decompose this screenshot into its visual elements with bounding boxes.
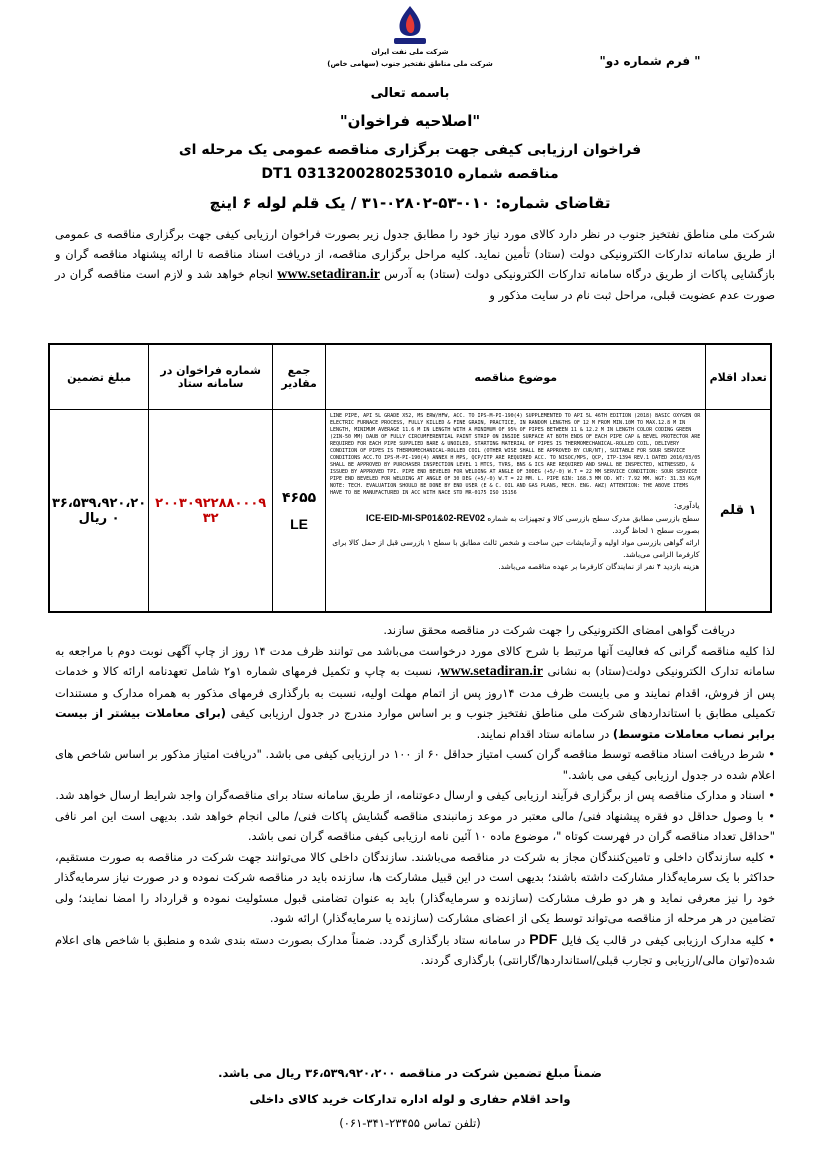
col-items: تعداد اقلام — [706, 344, 771, 410]
col-total: جمع مقادیر — [273, 344, 326, 410]
request-number: تقاضای شماره: ۰۱۰-۵۳-۰۲۸۰۲-۳۱ / یک قلم لوله ۶ اینچ — [209, 194, 611, 212]
body-p2b: ، نسبت به چاپ و تکمیل فرمهای شماره ۱و۲ شامل تعهدنامه ارائه کالا و خدمات پس از فروش، اقدام نمایند و می بایست ظرف مدت ۱۴روز پس از اتمام مهلت اولیه، نسبت به بارگذاری فرمهای مذکور به همراه مدارک و مستندات تکمیلی مطابق با استانداردهای شرکت ملی مناطق نفتخیز جنوب و بر اساس موارد مندرج در جدول ارزیابی کیفی — [55, 664, 775, 720]
bullet-3: • با وصول حداقل دو فقره پیشنهاد فنی/ مالی معتبر در موعد زمانبندی مناقصه گشایش پاکات فنی/ مالی انجام خواهد شد. بدیهی است این امر نافی "حداقل تعداد مناقصه گران در فهرست کوتاه "، موضوع ماده ۱۰ آئین نامه ارزیابی کیفی مناقصه گران نمی باشد. — [55, 808, 775, 843]
bullet-1: • شرط دریافت اسناد مناقصه توسط مناقصه گران کسب امتیاز حداقل ۶۰ از ۱۰۰ در ارزیابی کیفی می باشد. "دریافت امتیاز مذکور بر اساس شاخص های اعلام شده در جدول ارزیابی کیفی می باشد." — [55, 747, 775, 782]
bullet-5a: • کلیه مدارک ارزیابی کیفی در قالب یک فایل — [557, 932, 776, 947]
cell-items: ۱ قلم — [706, 410, 771, 613]
intro-paragraph — [55, 224, 775, 305]
cell-subject — [325, 410, 705, 613]
guarantee-note: ضمناً مبلغ تضمین شرکت در مناقصه ۳۶،۵۳۹،۹۲۰،۲۰۰ ریال می باشد. — [218, 1066, 602, 1080]
guarantee-amount: ۳۶،۵۳۹،۹۲۰،۲۰ — [52, 495, 147, 511]
unit-name: واحد اقلام حفاری و لوله اداره تدارکات خرید کالای داخلی — [249, 1092, 571, 1106]
pdf-label: PDF — [529, 930, 558, 947]
guarantee-unit: ۰ ریال — [78, 510, 120, 526]
setad-link-2[interactable]: www.setadiran.ir — [440, 664, 543, 679]
org-name-line1: شرکت ملی نفت ایران — [371, 48, 449, 56]
bullet-2: • اسناد و مدارک مناقصه پس از برگزاری فرآیند ارزیابی کیفی و ارسال دعوتنامه، از طریق سامانه ستاد برای مناقصه‌گران واجد شرایط ارسال خواهد شد. — [55, 788, 775, 802]
total-qty: ۴۶۵۵ — [281, 489, 317, 506]
setad-link[interactable]: www.setadiran.ir — [277, 267, 380, 282]
table-row — [49, 410, 771, 613]
body-p2-bold: (برای معاملات بیشتر از بیست برابر نصاب معاملات متوسط) — [55, 706, 775, 741]
body-p2 — [55, 641, 775, 745]
body-p2c: در سامانه ستاد اقدام نمایند. — [476, 726, 613, 741]
bullet-4: • کلیه سازندگان داخلی و تامین‌کنندگان مجاز به شرکت در مناقصه می‌باشند. سازندگان داخلی کالا می‌توانند جهت شرکت در مناقصه به صورت مستقیم، حداکثر با یک سرمایه‌گذار مشارکت داشته باشند؛ بدیهی است در این قبیل مشارکت ها، سازنده باید در مناقصه شرکت نموده و در صورت نیاز سرمایه‌گذار خود را نیز معرفی نماید و هر دو طرف مشارکت (سازنده و سرمایه‌گذار) باید به عنوان تضامنی قبول مسئولیت نموده و قرارداد را امضا نمایند؛ ولی تضامین در هر مرحله از مناقصه می‌تواند توسط یکی از اعضای مشارکت (سازنده یا سرمایه‌گذار) ارائه شود. — [55, 849, 775, 925]
intro-text: شرکت ملی مناطق نفتخیز جنوب در نظر دارد کالای مورد نیاز خود را مطابق جدول زیر بصورت فراخوان ارزیابی کیفی جهت برگزاری مناقصه ی عمومی از طریق سامانه تدارکات الکترونیکی دولت (ستاد) تأمین نماید. کلیه مراحل برگزاری مناقصه، از دریافت اسناد مناقصه تا ارائه پیشنهاد مناقصه گران و بازگشایی پاکات از طریق درگاه سامانه تدارکات الکترونیکی دولت (ستاد) به آدرس — [55, 227, 775, 281]
body-p2a: لذا کلیه مناقصه گرانی که فعالیت آنها مرتبط با شرح کالای مورد درخواست می‌باشد می توانند ظرف مدت ۱۴ روز از چاپ آگهی نوبت دوم با مراجعه به سامانه تدارک الکترونیکی دولت(ستاد) به نشانی — [55, 643, 775, 678]
main-title: فراخوان ارزیابی کیفی جهت برگزاری مناقصه عمومی یک مرحله ای — [178, 142, 642, 158]
note-line1 — [326, 512, 699, 525]
col-guarantee: مبلغ تضمین — [49, 344, 149, 410]
tender-number: مناقصه شماره 0313200280253010 DT1 — [261, 166, 559, 182]
col-call-no: شماره فراخوان در سامانه ستاد — [149, 344, 273, 410]
note-line2: بصورت سطح ۱ لحاظ گردد. — [612, 526, 700, 535]
col-subject: موضوع مناقصه — [325, 344, 705, 410]
org-name-line2: شرکت ملی مناطق نفتخیز جنوب (سهامی خاص) — [327, 60, 493, 68]
cell-total — [273, 410, 326, 613]
phone: (تلفن تماس ۲۳۴۵۵-۳۴۱-۰۶۱) — [339, 1116, 481, 1130]
spec-text: LINE PIPE, API 5L GRADE X52, MS ERW/HFW, ACC. TO IPS-M-PI-190(4) SUPPLEMENTED TO API 5L 46TH EDITION (2018) BASIC OXYGEN OR ELECTRIC FURNACE PROCESS, FULLY KILLED & FINE GRAIN, PRACTICE, IN RANDOM LENGTHS OF 12 M FROM MIN.10M TO MAX.12.8 M IN LENGTH, MINIMUM AVERAGE 11.6 M IN LENGTH WITH A MINIMUM OF 95% OF PIPES BETWEEN 11 & 12.2 M IN LENGTH COLOR CODING GREEN (2IN-50 MM) DAUB OF FULLY CIRCUMFERENTIAL PAINT STRIP ON INSIDE SURFACE AT BOTH ENDS OF EACH PIPE CAP & BEVEL PROTECTOR ARE REQUIRED FOR EACH PIPE SUPPLIED BARE & UNOILED, STARTING MATERIAL OF PIPES IS THERMOMECHANICAL-ROLLED COIL, DELIVERY CONDITION OF PIPES IS THERMOMECHANICAL-ROLLED COIL (OTHER WISE SHALL BE APPROVED BY CUR/NT), SUITABLE FOR SOUR SERVICE CONDITIONS ACC.TO IPS-M-PI-190(4) ANNEX H MPS, QCP/ITP ARE REQUIRED ACC. TO NISOC/MPS, QCP, ITP-1394 REV.1 DATED 2016/03/05 SHALL BE APPROVED BY PURCHASER INSPECTION LEVEL 1 MTCS, TVRS, BNS & ICS ARE REQUIRED AND SHALL BE INSPECTED, WITNESSED, & ISSUED BY APPROVED TPI. PIPE END BEVELED FOR WELDING AT ANGLE OF 30DEG (+5/-0) W.T = 22 MM SERVICE CONDITION: SOUR SERVICE PIPE END BEVELED FOR WELDING AT ANGLE OF 30 DEG (+5/-0) W.T = 22 MM. L. PIPE 6IN: 168.3 MM OD. WT: 7.92 MM. WGT: 31.33 KG/M NOTE: TECH. EVALUATION SHOULD BE DONE BY END USER (E & C. OIL AND GAS PLANS, MECH. ENG. AWZ) ATTENTION: THE ABOVE ITEMS HAVE TO BE MANUFACTURED IN ACC WITH NACE STD MR-0175 ISO 15156 — [329, 413, 701, 496]
basmala: باسمه تعالی — [370, 86, 450, 101]
note-line4: هزینه بازدید ۴ نفر از نمایندگان کارفرما بر عهده مناقصه می‌باشد. — [498, 562, 700, 571]
cell-call-no: ۲۰۰۳۰۹۲۲۸۸۰۰۰۹۳۲ — [149, 410, 273, 613]
nioc-logo — [388, 4, 432, 46]
reminder-notes — [326, 500, 705, 573]
amendment-title: "اصلاحیه فراخوان" — [339, 112, 481, 130]
bullet-5 — [55, 929, 775, 971]
note-line3: ارائه گواهی بازرسی مواد اولیه و آزمایشات حین ساخت و شخص ثالث مطابق با سطح ۱ بازرسی قبل از حمل کالا برای کارفرما الزامی می‌باشد. — [332, 538, 700, 559]
bullet-5b: در سامانه ستاد بارگذاری گردد. ضمناً مدارک بصورت دسته بندی شده و منطبق با شاخص های اعلام شده(توان مالی/ارزیابی و تجارب قبلی/استانداردها/گارانتی) بارگذاری گردند. — [55, 932, 775, 967]
cell-guarantee — [49, 410, 149, 613]
table-header-row — [49, 344, 771, 410]
tender-table — [48, 343, 772, 613]
body-text — [55, 620, 775, 971]
unit: LE — [290, 515, 309, 532]
note-title: یادآوری: — [674, 501, 700, 510]
intro-text-end: انجام خواهد شد و لازم است مناقصه گران در صورت عدم عضویت قبلی، مراحل ثبت نام در سایت مذکور و — [55, 267, 775, 302]
note-line1-text: سطح بازرسی مطابق مدرک سطح بازرسی کالا و تجهیزات به شماره — [487, 514, 700, 523]
inspection-code: ICE-EID-MI-SP01&02-REV02 — [365, 513, 486, 523]
form-number: " فرم شماره دو" — [599, 54, 701, 68]
body-p1: دریافت گواهی امضای الکترونیکی را جهت شرکت در مناقصه محقق سازند. — [383, 623, 735, 637]
